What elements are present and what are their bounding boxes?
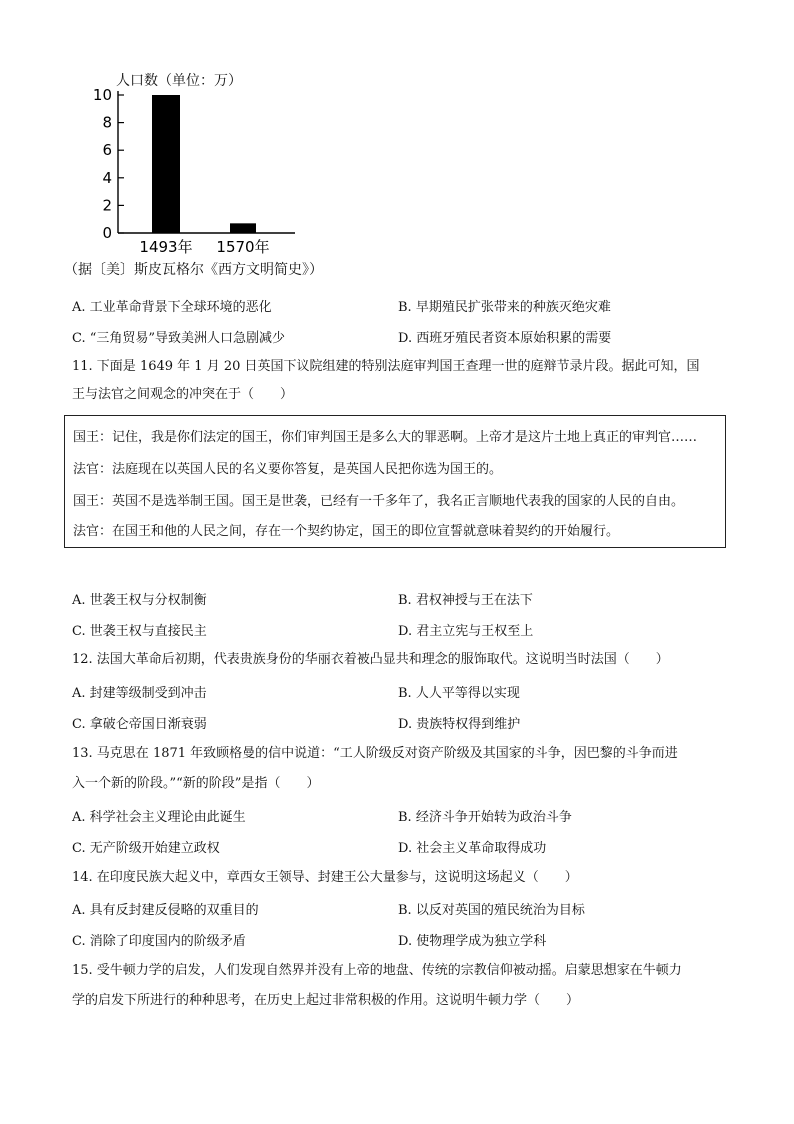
q14-option-d[interactable]: D. 使物理学成为独立学科 (398, 934, 547, 949)
chart-y-axis-label: 人口数（单位：万） (116, 73, 242, 89)
y-tick-label: 0 (102, 224, 112, 242)
x-category-label: 1570年 (216, 238, 270, 255)
q10-option-b[interactable]: B. 早期殖民扩张带来的种族灭绝灾难 (398, 300, 611, 315)
q13-stem-line2: 入一个新的阶段。”“新的阶段”是指（ ） (72, 776, 320, 791)
q13-option-d[interactable]: D. 社会主义革命取得成功 (398, 841, 547, 856)
q13-option-c[interactable]: C. 无产阶级开始建立政权 (72, 841, 220, 856)
x-category-label: 1493年 (139, 238, 193, 255)
q11-option-d[interactable]: D. 君主立宪与王权至上 (398, 624, 534, 639)
q12-option-b[interactable]: B. 人人平等得以实现 (398, 686, 520, 701)
population-bar-chart (80, 85, 400, 255)
q11-option-c[interactable]: C. 世袭王权与直接民主 (72, 624, 207, 639)
y-tick-label: 6 (102, 141, 112, 160)
q13-stem-line1: 13. 马克思在 1871 年致顾格曼的信中说道：“工人阶级反对资产阶级及其国家的斗争，因巴黎的斗争而进 (72, 746, 678, 761)
q14-option-b[interactable]: B. 以反对英国的殖民统治为目标 (398, 903, 585, 918)
q10-option-a[interactable]: A. 工业革命背景下全球环境的恶化 (72, 300, 272, 315)
q11-option-a[interactable]: A. 世袭王权与分权制衡 (72, 593, 207, 608)
y-tick-label: 4 (102, 168, 112, 187)
q12-stem: 12. 法国大革命后初期，代表贵族身份的华丽衣着被凸显共和理念的服饰取代。这说明当时法国（ ） (72, 652, 669, 667)
q14-stem: 14. 在印度民族大起义中，章西女王领导、封建王公大量参与，这说明这场起义（ ） (72, 870, 578, 885)
y-tick-label: 10 (92, 86, 112, 104)
dialogue-line-judge-2: 法官：在国王和他的人民之间，存在一个契约协定，国王的即位宣誓就意味着契约的开始履行。 (73, 524, 620, 539)
bar-first (152, 95, 180, 233)
y-tick-label: 2 (102, 196, 112, 215)
q12-option-a[interactable]: A. 封建等级制受到冲击 (72, 686, 207, 701)
q10-option-d[interactable]: D. 西班牙殖民者资本原始积累的需要 (398, 331, 612, 346)
q12-option-c[interactable]: C. 拿破仑帝国日渐衰弱 (72, 717, 207, 732)
q10-option-c[interactable]: C. “三角贸易”导致美洲人口急剧减少 (72, 331, 286, 346)
q11-stem-line1: 11. 下面是 1649 年 1 月 20 日英国下议院组建的特别法庭审判国王查理一世的庭辩节录片段。据此可知，国 (72, 359, 700, 374)
q11-stem-line2: 王与法官之间观念的冲突在于（ ） (72, 387, 294, 402)
dialogue-line-king-2: 国王：英国不是选举制王国。国王是世袭，已经有一千多年了，我名正言顺地代表我的国家的人民的自由。 (73, 494, 685, 509)
q14-option-a[interactable]: A. 具有反封建反侵略的双重目的 (72, 903, 259, 918)
q13-option-a[interactable]: A. 科学社会主义理论由此诞生 (72, 810, 246, 825)
q11-option-b[interactable]: B. 君权神授与王在法下 (398, 593, 533, 608)
q15-stem-line1: 15. 受牛顿力学的启发，人们发现自然界并没有上帝的地盘、传统的宗教信仰被动摇。启蒙思想家在牛顿力 (72, 963, 682, 978)
q11-dialogue-box (64, 415, 726, 548)
q14-option-c[interactable]: C. 消除了印度国内的阶级矛盾 (72, 934, 246, 949)
y-tick-label: 8 (102, 113, 112, 132)
bar-second (230, 223, 256, 233)
q13-option-b[interactable]: B. 经济斗争开始转为政治斗争 (398, 810, 572, 825)
q15-stem-line2: 学的启发下所进行的种种思考，在历史上起过非常积极的作用。这说明牛顿力学（ ） (72, 993, 580, 1008)
dialogue-line-judge-1: 法官：法庭现在以英国人民的名义要你答复，是英国人民把你选为国王的。 (73, 462, 503, 477)
q12-option-d[interactable]: D. 贵族特权得到维护 (398, 717, 521, 732)
dialogue-line-king-1: 国王：记住，我是你们法定的国王，你们审判国王是多么大的罪恶啊。上帝才是这片土地上真正的审判官…… (73, 430, 698, 445)
source-note: （据〔美〕斯皮瓦格尔《西方文明简史》） (64, 262, 323, 278)
